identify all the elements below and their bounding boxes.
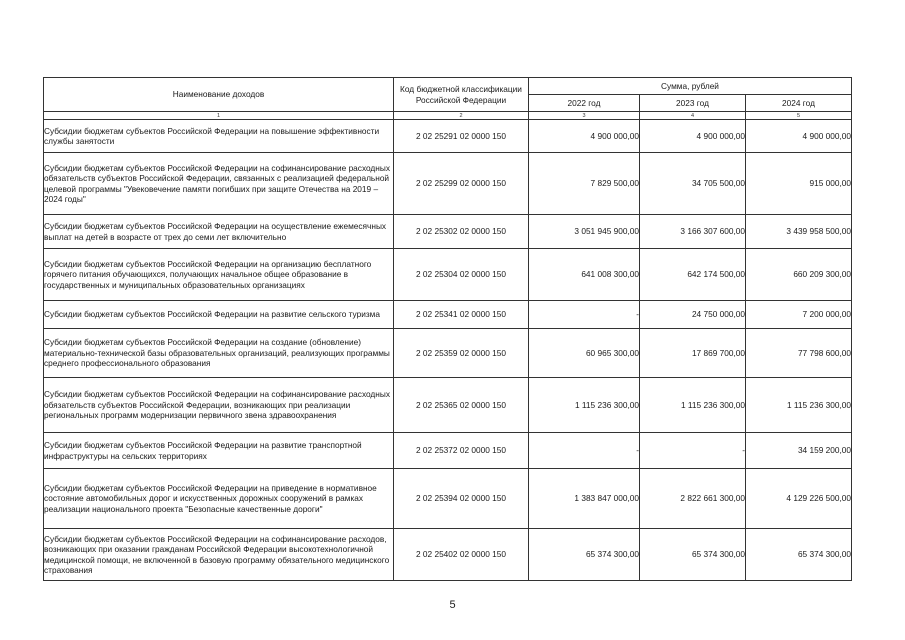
row-value-2024: 34 159 200,00 xyxy=(746,433,852,469)
row-value-2023: 2 822 661 300,00 xyxy=(640,469,746,529)
table-row xyxy=(44,153,852,215)
column-number: 4 xyxy=(640,112,746,120)
row-value-2023: - xyxy=(640,433,746,469)
row-name: Субсидии бюджетам субъектов Российской Федерации на развитие транспортной инфраструктуры на сельских территориях xyxy=(44,433,394,469)
revenue-table xyxy=(43,77,852,581)
row-code: 2 02 25394 02 0000 150 xyxy=(394,469,529,529)
row-code: 2 02 25402 02 0000 150 xyxy=(394,529,529,581)
row-value-2023: 3 166 307 600,00 xyxy=(640,215,746,249)
column-number: 2 xyxy=(394,112,529,120)
column-number: 5 xyxy=(746,112,852,120)
table-row xyxy=(44,215,852,249)
row-value-2023: 17 869 700,00 xyxy=(640,329,746,378)
row-value-2023: 34 705 500,00 xyxy=(640,153,746,215)
row-name: Субсидии бюджетам субъектов Российской Федерации на софинансирование расходных обязательств субъектов Российской Федерации, возникающих при реализации региональных программ модернизации первичного звена здравоохранения xyxy=(44,378,394,433)
row-value-2022: - xyxy=(529,301,640,329)
page-number: 5 xyxy=(449,599,456,611)
row-name: Субсидии бюджетам субъектов Российской Федерации на организацию бесплатного горячего питания обучающихся, получающих начальное общее образование в государственных и муниципальных образовательных организациях xyxy=(44,249,394,301)
row-code: 2 02 25341 02 0000 150 xyxy=(394,301,529,329)
row-code: 2 02 25304 02 0000 150 xyxy=(394,249,529,301)
table-row xyxy=(44,249,852,301)
row-name: Субсидии бюджетам субъектов Российской Федерации на приведение в нормативное состояние автомобильных дорог и искусственных дорожных сооружений в рамках реализации национального проекта "Безопасные качественные дороги" xyxy=(44,469,394,529)
table-row xyxy=(44,378,852,433)
header-row xyxy=(44,78,852,95)
row-code: 2 02 25302 02 0000 150 xyxy=(394,215,529,249)
header-year-2022: 2022 год xyxy=(529,95,640,112)
header-code: Код бюджетной классификации Российской Федерации xyxy=(394,78,529,112)
row-code: 2 02 25299 02 0000 150 xyxy=(394,153,529,215)
row-value-2023: 1 115 236 300,00 xyxy=(640,378,746,433)
row-value-2022: 60 965 300,00 xyxy=(529,329,640,378)
row-value-2024: 660 209 300,00 xyxy=(746,249,852,301)
row-value-2022: 65 374 300,00 xyxy=(529,529,640,581)
row-value-2022: 1 115 236 300,00 xyxy=(529,378,640,433)
row-value-2024: 77 798 600,00 xyxy=(746,329,852,378)
row-name: Субсидии бюджетам субъектов Российской Федерации на софинансирование расходных обязательств субъектов Российской Федерации, связанных с реализацией федеральной целевой программы "Увековечение памяти погибших при защите Отечества на 2019 – 2024 годы" xyxy=(44,153,394,215)
row-name: Субсидии бюджетам субъектов Российской Федерации на создание (обновление) материально-технической базы образовательных организаций, реализующих программы среднего профессионального образования xyxy=(44,329,394,378)
row-value-2024: 3 439 958 500,00 xyxy=(746,215,852,249)
row-name: Субсидии бюджетам субъектов Российской Федерации на софинансирование расходов, возникающих при оказании гражданам Российской Федерации высокотехнологичной медицинской помощи, не включенной в базовую программу обязательного медицинского страхования xyxy=(44,529,394,581)
row-value-2022: - xyxy=(529,433,640,469)
column-number-row xyxy=(44,112,852,120)
table-row xyxy=(44,120,852,153)
table-row xyxy=(44,529,852,581)
row-value-2022: 7 829 500,00 xyxy=(529,153,640,215)
header-year-2024: 2024 год xyxy=(746,95,852,112)
row-code: 2 02 25291 02 0000 150 xyxy=(394,120,529,153)
row-value-2022: 641 008 300,00 xyxy=(529,249,640,301)
row-code: 2 02 25359 02 0000 150 xyxy=(394,329,529,378)
row-value-2022: 3 051 945 900,00 xyxy=(529,215,640,249)
row-value-2022: 1 383 847 000,00 xyxy=(529,469,640,529)
column-number: 3 xyxy=(529,112,640,120)
row-name: Субсидии бюджетам субъектов Российской Федерации на осуществление ежемесячных выплат на детей в возрасте от трех до семи лет включительно xyxy=(44,215,394,249)
row-code: 2 02 25372 02 0000 150 xyxy=(394,433,529,469)
row-value-2023: 65 374 300,00 xyxy=(640,529,746,581)
row-value-2024: 4 129 226 500,00 xyxy=(746,469,852,529)
column-number: 1 xyxy=(44,112,394,120)
table-row xyxy=(44,433,852,469)
row-code: 2 02 25365 02 0000 150 xyxy=(394,378,529,433)
row-value-2023: 4 900 000,00 xyxy=(640,120,746,153)
header-sum: Сумма, рублей xyxy=(529,78,852,95)
row-value-2024: 65 374 300,00 xyxy=(746,529,852,581)
row-value-2024: 915 000,00 xyxy=(746,153,852,215)
table-row xyxy=(44,329,852,378)
row-value-2024: 4 900 000,00 xyxy=(746,120,852,153)
table-row xyxy=(44,301,852,329)
row-value-2023: 24 750 000,00 xyxy=(640,301,746,329)
row-value-2024: 1 115 236 300,00 xyxy=(746,378,852,433)
row-value-2022: 4 900 000,00 xyxy=(529,120,640,153)
row-value-2024: 7 200 000,00 xyxy=(746,301,852,329)
header-name: Наименование доходов xyxy=(44,78,394,112)
row-name: Субсидии бюджетам субъектов Российской Федерации на повышение эффективности службы занятости xyxy=(44,120,394,153)
row-value-2023: 642 174 500,00 xyxy=(640,249,746,301)
header-year-2023: 2023 год xyxy=(640,95,746,112)
table-row xyxy=(44,469,852,529)
row-name: Субсидии бюджетам субъектов Российской Федерации на развитие сельского туризма xyxy=(44,301,394,329)
